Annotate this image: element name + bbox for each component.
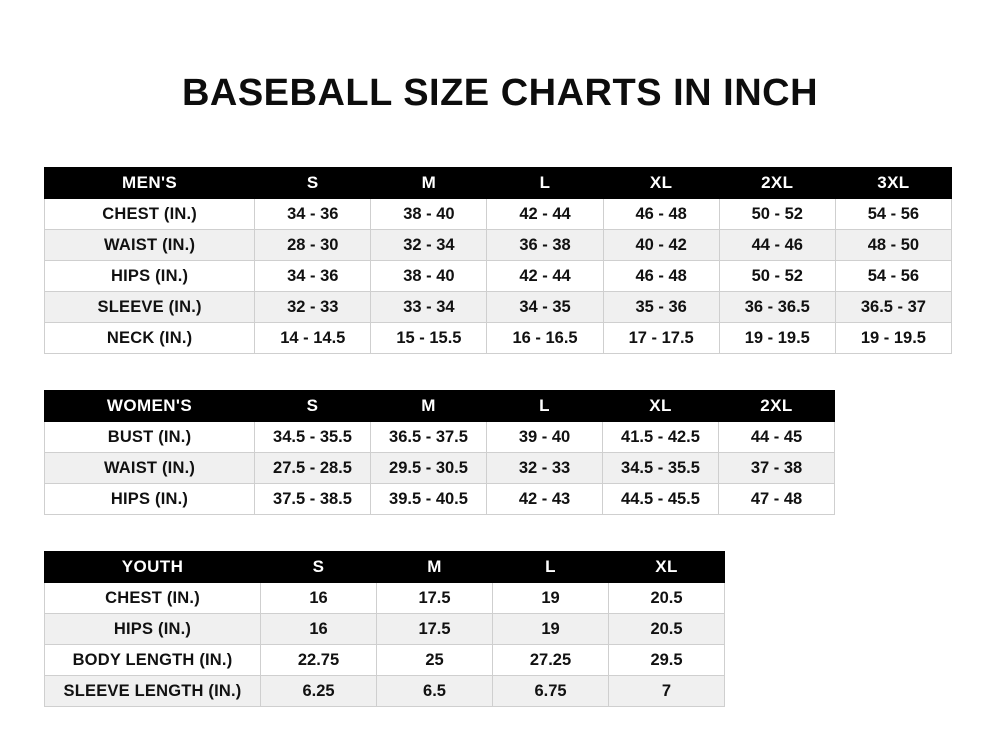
table-cell: 36.5 - 37: [835, 292, 951, 323]
table-cell: 29.5: [609, 645, 725, 676]
table-header-cell: M: [371, 391, 487, 422]
row-label: CHEST (IN.): [45, 583, 261, 614]
table-cell: 16: [261, 583, 377, 614]
table-header-row: [45, 552, 725, 583]
table-row: [45, 484, 835, 515]
table-spacer: [44, 515, 956, 551]
table-cell: 50 - 52: [719, 199, 835, 230]
table-header-cell: M: [377, 552, 493, 583]
row-label: WAIST (IN.): [45, 453, 255, 484]
table-cell: 16 - 16.5: [487, 323, 603, 354]
table-cell: 42 - 44: [487, 261, 603, 292]
table-header-cell: 3XL: [835, 168, 951, 199]
table-cell: 22.75: [261, 645, 377, 676]
table-cell: 46 - 48: [603, 199, 719, 230]
table-cell: 54 - 56: [835, 199, 951, 230]
table-cell: 28 - 30: [255, 230, 371, 261]
table-cell: 34 - 35: [487, 292, 603, 323]
table-cell: 33 - 34: [371, 292, 487, 323]
table-cell: 17.5: [377, 614, 493, 645]
table-cell: 39 - 40: [487, 422, 603, 453]
row-label: CHEST (IN.): [45, 199, 255, 230]
table-header-cell: YOUTH: [45, 552, 261, 583]
table-row: [45, 614, 725, 645]
table-row: [45, 676, 725, 707]
table-cell: 36 - 38: [487, 230, 603, 261]
table-header-row: [45, 391, 835, 422]
table-header-row: [45, 168, 952, 199]
table-header-cell: L: [487, 168, 603, 199]
table-cell: 38 - 40: [371, 261, 487, 292]
table-header-cell: L: [487, 391, 603, 422]
youth-size-table: [44, 551, 725, 707]
table-cell: 27.5 - 28.5: [255, 453, 371, 484]
row-label: SLEEVE LENGTH (IN.): [45, 676, 261, 707]
table-cell: 27.25: [493, 645, 609, 676]
table-cell: 25: [377, 645, 493, 676]
table-row: [45, 199, 952, 230]
table-cell: 42 - 44: [487, 199, 603, 230]
table-cell: 17 - 17.5: [603, 323, 719, 354]
table-cell: 29.5 - 30.5: [371, 453, 487, 484]
table-cell: 7: [609, 676, 725, 707]
table-cell: 38 - 40: [371, 199, 487, 230]
table-header-cell: S: [255, 168, 371, 199]
table-cell: 34.5 - 35.5: [603, 453, 719, 484]
table-cell: 41.5 - 42.5: [603, 422, 719, 453]
row-label: WAIST (IN.): [45, 230, 255, 261]
table-row: [45, 261, 952, 292]
table-cell: 34 - 36: [255, 261, 371, 292]
row-label: HIPS (IN.): [45, 614, 261, 645]
table-cell: 42 - 43: [487, 484, 603, 515]
table-cell: 34.5 - 35.5: [255, 422, 371, 453]
table-cell: 20.5: [609, 583, 725, 614]
table-cell: 32 - 33: [255, 292, 371, 323]
table-cell: 40 - 42: [603, 230, 719, 261]
table-header-cell: S: [255, 391, 371, 422]
table-cell: 32 - 34: [371, 230, 487, 261]
row-label: BUST (IN.): [45, 422, 255, 453]
table-cell: 48 - 50: [835, 230, 951, 261]
table-cell: 36 - 36.5: [719, 292, 835, 323]
table-header-cell: S: [261, 552, 377, 583]
page-title: BASEBALL SIZE CHARTS IN INCH: [181, 72, 819, 114]
table-cell: 34 - 36: [255, 199, 371, 230]
table-cell: 36.5 - 37.5: [371, 422, 487, 453]
table-cell: 19: [493, 583, 609, 614]
table-cell: 46 - 48: [603, 261, 719, 292]
table-cell: 39.5 - 40.5: [371, 484, 487, 515]
womens-size-table: [44, 390, 835, 515]
table-cell: 19: [493, 614, 609, 645]
table-cell: 6.25: [261, 676, 377, 707]
table-header-cell: L: [493, 552, 609, 583]
table-cell: 32 - 33: [487, 453, 603, 484]
table-cell: 50 - 52: [719, 261, 835, 292]
table-row: [45, 230, 952, 261]
row-label: HIPS (IN.): [45, 484, 255, 515]
row-label: NECK (IN.): [45, 323, 255, 354]
table-cell: 15 - 15.5: [371, 323, 487, 354]
table-cell: 16: [261, 614, 377, 645]
table-row: [45, 645, 725, 676]
table-row: [45, 422, 835, 453]
table-cell: 19 - 19.5: [835, 323, 951, 354]
table-header-cell: 2XL: [719, 391, 835, 422]
table-cell: 19 - 19.5: [719, 323, 835, 354]
table-cell: 6.75: [493, 676, 609, 707]
table-cell: 35 - 36: [603, 292, 719, 323]
row-label: HIPS (IN.): [45, 261, 255, 292]
table-cell: 37.5 - 38.5: [255, 484, 371, 515]
table-cell: 37 - 38: [719, 453, 835, 484]
table-header-cell: WOMEN'S: [45, 391, 255, 422]
table-header-cell: 2XL: [719, 168, 835, 199]
mens-size-table: [44, 167, 952, 354]
table-cell: 44 - 45: [719, 422, 835, 453]
table-cell: 6.5: [377, 676, 493, 707]
table-header-cell: M: [371, 168, 487, 199]
table-row: [45, 453, 835, 484]
table-row: [45, 292, 952, 323]
table-row: [45, 583, 725, 614]
row-label: BODY LENGTH (IN.): [45, 645, 261, 676]
table-header-cell: XL: [603, 168, 719, 199]
table-cell: 44.5 - 45.5: [603, 484, 719, 515]
table-cell: 20.5: [609, 614, 725, 645]
table-cell: 54 - 56: [835, 261, 951, 292]
row-label: SLEEVE (IN.): [45, 292, 255, 323]
table-cell: 47 - 48: [719, 484, 835, 515]
table-cell: 14 - 14.5: [255, 323, 371, 354]
table-row: [45, 323, 952, 354]
table-header-cell: XL: [609, 552, 725, 583]
table-spacer: [44, 354, 956, 390]
table-cell: 44 - 46: [719, 230, 835, 261]
table-cell: 17.5: [377, 583, 493, 614]
table-header-cell: MEN'S: [45, 168, 255, 199]
table-header-cell: XL: [603, 391, 719, 422]
tables-container: [0, 167, 1000, 707]
